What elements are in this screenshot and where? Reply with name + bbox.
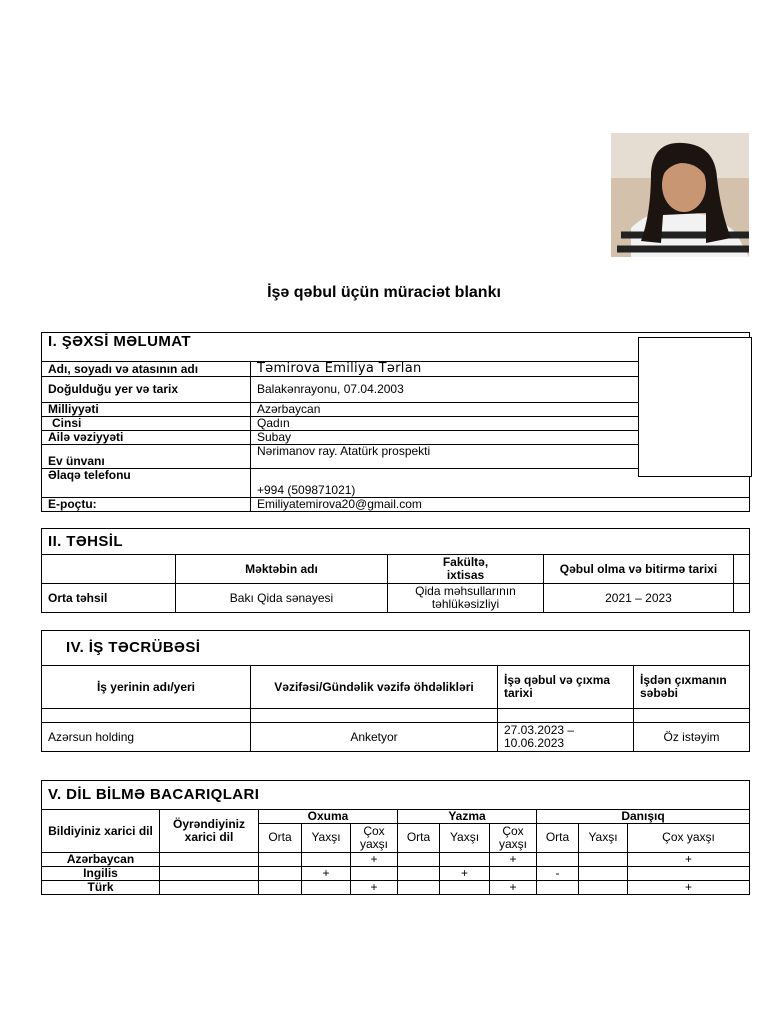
edu-extra-col <box>734 555 750 584</box>
reading-vgood-header: Çox yaxşı <box>351 823 398 852</box>
speaking-good-mark <box>579 880 628 894</box>
marital-status-value: Subay <box>251 431 750 445</box>
learning-language-cell <box>160 852 259 866</box>
email-label: E-poçtu: <box>42 498 251 512</box>
nationality-label: Milliyyəti <box>42 403 251 417</box>
speaking-avg-mark <box>537 852 579 866</box>
speaking-vgood-mark: + <box>628 852 750 866</box>
edu-level-value: Orta təhsil <box>42 584 176 613</box>
speaking-good-header: Yaxşı <box>579 823 628 852</box>
edu-level-header <box>42 555 176 584</box>
language-name: Ingilis <box>42 866 160 880</box>
language-name: Türk <box>42 880 160 894</box>
work-dates-header: İşə qəbul və çıxma tarixi <box>498 666 634 709</box>
address-label: Ev ünvanı <box>42 445 251 469</box>
applicant-photo <box>611 133 749 257</box>
address-value: Nərimanov ray. Atatürk prospekti <box>251 445 750 469</box>
phone-value: +994 (509871021) <box>251 469 750 498</box>
exp-empty-cell <box>634 709 750 723</box>
form-title: İşə qəbul üçün müraciət blankı <box>267 284 501 301</box>
nationality-value: Azərbaycan <box>251 403 750 417</box>
reading-good-mark <box>302 852 351 866</box>
writing-avg-mark <box>398 866 440 880</box>
reading-good-mark <box>302 880 351 894</box>
speaking-avg-header: Orta <box>537 823 579 852</box>
writing-avg-mark <box>398 852 440 866</box>
reading-vgood-mark <box>351 866 398 880</box>
workplace-header: İş yerinin adı/yeri <box>42 666 251 709</box>
email-value: Emiliyatemirova20@gmail.com <box>251 498 750 512</box>
faculty-header: Fakültə, ixtisas <box>388 555 544 584</box>
workplace-value: Azərsun holding <box>42 723 251 752</box>
language-name: Azərbaycan <box>42 852 160 866</box>
writing-vgood-mark: + <box>490 880 537 894</box>
reading-vgood-mark: + <box>351 880 398 894</box>
language-row <box>42 880 750 894</box>
reading-avg-mark <box>259 852 302 866</box>
speaking-good-mark <box>579 852 628 866</box>
speaking-header: Danışıq <box>537 810 750 824</box>
speaking-vgood-mark <box>628 866 750 880</box>
birth-value: Balakənrayonu, 07.04.2003 <box>251 377 750 403</box>
speaking-avg-mark <box>537 880 579 894</box>
dates-header: Qəbul olma və bitirmə tarixi <box>544 555 734 584</box>
duties-value: Anketyor <box>251 723 498 752</box>
known-language-header: Bildiyiniz xarici dil <box>42 810 160 853</box>
full-name-value: Təmirova Emiliya Tərlan <box>251 362 750 377</box>
writing-vgood-mark: + <box>490 852 537 866</box>
leave-reason-value: Öz istəyim <box>634 723 750 752</box>
writing-good-mark <box>440 852 490 866</box>
writing-good-header: Yaxşı <box>440 823 490 852</box>
photo-placeholder-box <box>638 337 752 477</box>
reading-avg-mark <box>259 880 302 894</box>
school-header: Məktəbin adı <box>176 555 388 584</box>
learning-language-cell <box>160 880 259 894</box>
dates-value: 2021 – 2023 <box>544 584 734 613</box>
gender-value: Qadın <box>251 417 750 431</box>
experience-table <box>41 630 750 752</box>
reading-good-header: Yaxşı <box>302 823 351 852</box>
writing-header: Yazma <box>398 810 537 824</box>
speaking-vgood-mark: + <box>628 880 750 894</box>
leave-reason-header: İşdən çıxmanın səbəbi <box>634 666 750 709</box>
exp-empty-cell <box>498 709 634 723</box>
writing-vgood-header: Çox yaxşı <box>490 823 537 852</box>
school-value: Bakı Qida sənayesi <box>176 584 388 613</box>
writing-avg-mark <box>398 880 440 894</box>
language-row <box>42 852 750 866</box>
writing-avg-header: Orta <box>398 823 440 852</box>
speaking-vgood-header: Çox yaxşı <box>628 823 750 852</box>
language-row <box>42 866 750 880</box>
writing-good-mark: + <box>440 866 490 880</box>
writing-good-mark <box>440 880 490 894</box>
learning-language-cell <box>160 866 259 880</box>
reading-header: Oxuma <box>259 810 398 824</box>
speaking-good-mark <box>579 866 628 880</box>
languages-table <box>41 780 750 895</box>
speaking-avg-mark: - <box>537 866 579 880</box>
marital-status-label: Ailə vəziyyəti <box>42 431 251 445</box>
writing-vgood-mark <box>490 866 537 880</box>
reading-vgood-mark: + <box>351 852 398 866</box>
exp-empty-cell <box>251 709 498 723</box>
experience-section-heading: IV. İŞ TƏCRÜBƏSİ <box>42 631 750 666</box>
reading-good-mark: + <box>302 866 351 880</box>
reading-avg-mark <box>259 866 302 880</box>
faculty-value: Qida məhsullarının təhlükəsizliyi <box>388 584 544 613</box>
birth-label: Doğulduğu yer və tarix <box>42 377 251 403</box>
education-section-heading: II. TƏHSİL <box>42 529 750 555</box>
duties-header: Vəzifəsi/Gündəlik vəzifə öhdəlikləri <box>251 666 498 709</box>
edu-extra-cell <box>734 584 750 613</box>
phone-label: Əlaqə telefonu <box>42 469 251 498</box>
exp-empty-cell <box>42 709 251 723</box>
gender-label: Cinsi <box>42 417 251 431</box>
work-dates-value: 27.03.2023 – 10.06.2023 <box>498 723 634 752</box>
languages-section-heading: V. DİL BİLMƏ BACARIQLARI <box>42 781 750 810</box>
full-name-label: Adı, soyadı və atasının adı <box>42 362 251 377</box>
learning-language-header: Öyrəndiyiniz xarici dil <box>160 810 259 853</box>
reading-avg-header: Orta <box>259 823 302 852</box>
education-table <box>41 528 750 613</box>
personal-section-heading: I. ŞƏXSİ MƏLUMAT <box>42 333 750 362</box>
portrait-image <box>611 133 749 257</box>
